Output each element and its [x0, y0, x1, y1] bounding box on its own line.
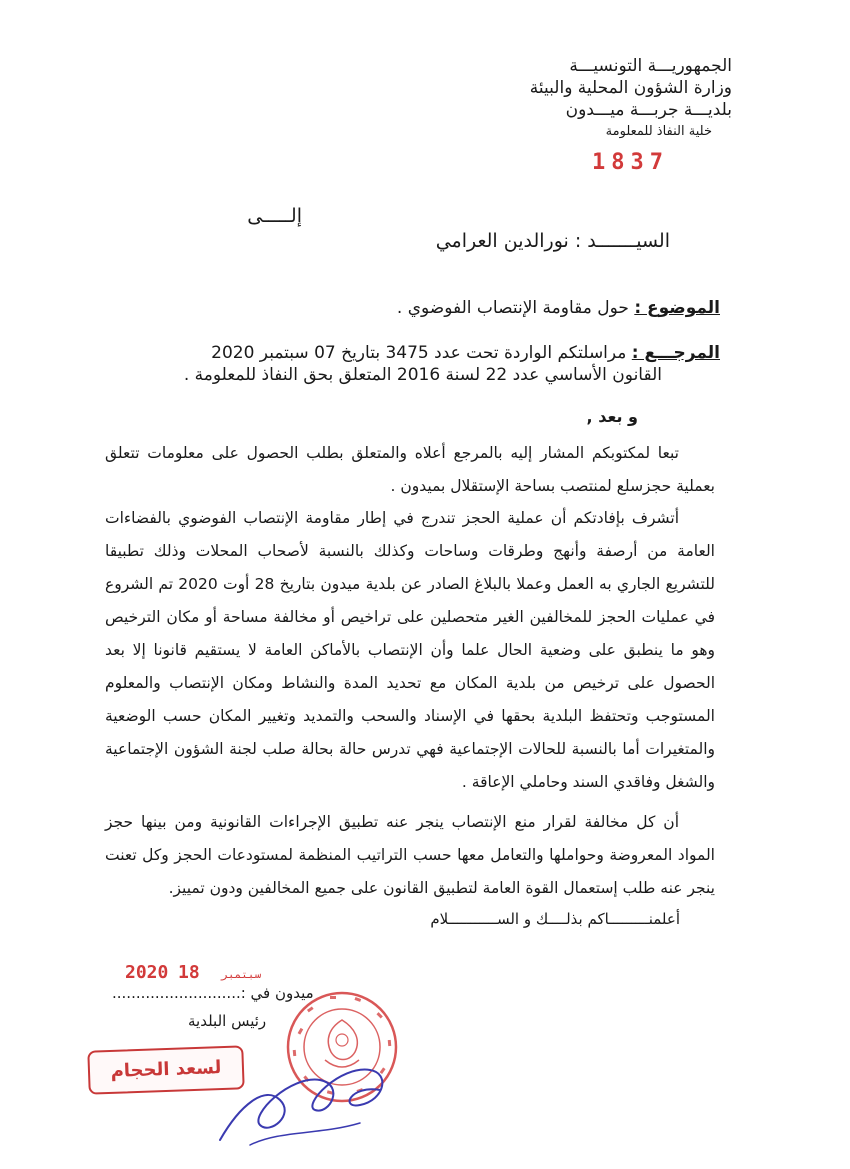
closing-line: أعلمنـــــــــاكم بذلــــك و الســـــــــــلام: [430, 910, 680, 928]
letterhead-cell: خلية النفاذ للمعلومة: [605, 124, 712, 139]
date-stamp-day: 18: [178, 962, 200, 983]
letterhead-republic: الجمهوريـــة التونسيـــة: [569, 56, 732, 76]
body-paragraph-1: [105, 437, 715, 503]
date-stamp-month: سبتمبر: [221, 968, 262, 981]
date-stamp-year: 2020: [125, 962, 169, 983]
paragraph-text: أتشرف بإفادتكم أن عملية الحجز تندرج في إطار مقاومة الإنتصاب الفوضوي بالفضاءات العامة من أرصفة وأنهج وطرقات وساحات وكذلك بالنسبة لأصحاب المحلات وذلك تطبيقا للتشريع الجاري به العمل وعملا بالبلاغ الصادر عن بلدية ميدون بتاريخ 28 أوت 2020 تم الشروع في عمليات الحجز للمخالفين الغير متحصلين على تراخيص أو مخالفة مساحة أو مكان الترخيص وهو ما ينطبق على وضعية الحال علما وأن الإنتصاب بالأماكن العامة لا يستقيم قانونا إلا بعد الحصول على ترخيص من بلدية المكان مع تحديد المدة والنشاط ومكان الإنتصاب والمعلوم المستوجب وتحتفظ البلدية بحقها في الإسناد والسحب والتمديد وتغيير المكان حسب الوضعية والمتغيرات أما بالنسبة للحالات الإجتماعية فهي تدرس حالة بحالة صلب لجنة الشؤون الإجتماعية والشغل وفاقدي السند وحاملي الإعاقة .: [105, 509, 715, 791]
paragraph-text: تبعا لمكتوبكم المشار إليه بالمرجع أعلاه والمتعلق بطلب الحصول على معلومات تتعلق بعملية حجزسلع لمنتصب بساحة الإستقلال بميدون .: [105, 444, 715, 495]
addressee-name: السيـــــــد : نورالدين العرامي: [435, 230, 670, 252]
place-and-date: ميدون في :...........................: [112, 984, 314, 1002]
greeting: و بعد ,: [586, 407, 638, 426]
reference-text-2: القانون الأساسي عدد 22 لسنة 2016 المتعلق بحق النفاذ للمعلومة .: [183, 365, 662, 385]
letterhead: [472, 55, 732, 143]
reference-label: المرجـــع :: [631, 343, 720, 363]
paragraph-text: أن كل مخالفة لقرار منع الإنتصاب ينجر عنه تطبيق الإجراءات القانونية ومن بينها حجز المواد المعروضة وحواملها والتعامل معها حسب التراتيب المنظمة لمستودعات الحجز وكل تعنت ينجر عنه طلب إستعمال القوة العامة لتطبيق القانون على جميع المخالفين ودون تمييز.: [105, 813, 715, 897]
date-stamp: [125, 962, 273, 983]
reference-text-1: مراسلتكم الواردة تحت عدد 3475 بتاريخ 07 سبتمبر 2020: [211, 343, 632, 363]
reference-number-stamp: 1837: [592, 150, 669, 175]
body-paragraph-2: [105, 502, 715, 799]
letterhead-ministry: وزارة الشؤون المحلية والبيئة: [529, 78, 732, 98]
name-stamp: لسعد الحجام: [87, 1045, 244, 1094]
subject-text: حول مقاومة الإنتصاب الفوضوي .: [396, 298, 635, 318]
signatory-title: رئيس البلدية: [188, 1012, 267, 1030]
subject-label: الموضوع :: [634, 298, 720, 318]
subject-line: [397, 298, 720, 318]
body-paragraph-3: [105, 806, 715, 905]
letterhead-municipality: بلديـــة جربـــة ميـــدون: [565, 100, 732, 120]
reference-line: [211, 343, 720, 363]
addressee-to: إلـــــى: [247, 205, 302, 227]
